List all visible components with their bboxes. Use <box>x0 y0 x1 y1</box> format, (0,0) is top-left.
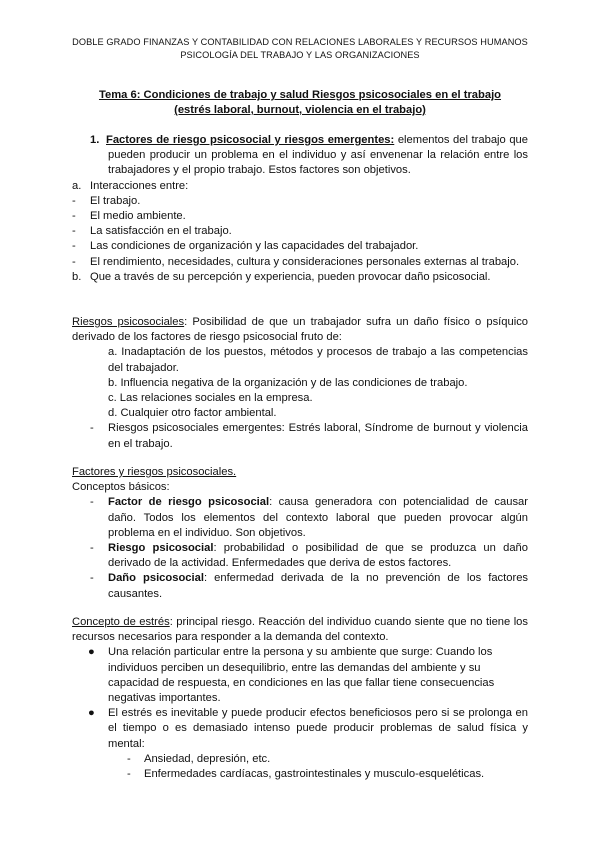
bullet-icon: ● <box>88 707 95 720</box>
riesgos-paragraph <box>72 315 528 345</box>
estres-label: Concepto de estrés <box>72 616 170 628</box>
estres-bullet-item <box>72 645 528 706</box>
riesgos-emergentes-item <box>72 421 528 451</box>
list-item <box>72 194 528 209</box>
riesgos-subitem: a. Inadaptación de los puestos, métodos y procesos de trabajo a las competencias del trabajador. <box>108 346 528 374</box>
list-marker-a: a. <box>72 179 82 192</box>
estres-subitem-text: Enfermedades cardíacas, gastrointestinales y musculo-esqueléticas. <box>144 768 485 781</box>
section-1-number: 1. <box>90 134 100 146</box>
concept-text: : probabilidad o posibilidad de que se produzca un daño derivado de la actividad. Enfermedades que deriva de estos factores. <box>108 542 528 570</box>
list-item-b <box>72 270 528 285</box>
concept-text: : enfermedad derivada de la no prevención de los factores causantes. <box>108 572 529 600</box>
list-item-a <box>72 179 528 194</box>
estres-bullet-item <box>72 706 528 752</box>
concept-text: : causa generadora con potencialidad de causar daño. Todos los elementos del contexto laboral que pueden provocar algún problema en el individuo. Son objetivos. <box>108 496 528 539</box>
list-item <box>72 239 528 254</box>
list-item-text: La satisfacción en el trabajo. <box>90 225 232 238</box>
dash-marker: - <box>127 752 131 765</box>
dash-marker: - <box>72 255 76 268</box>
estres-text: : principal riesgo. Reacción del individuo cuando siente que no tiene los recursos necesarios para responder a la demanda del contexto. <box>72 616 528 644</box>
concept-item <box>72 571 528 601</box>
dash-marker: - <box>90 542 94 555</box>
list-item-text: El medio ambiente. <box>90 210 186 223</box>
document-header <box>0 36 600 62</box>
riesgos-emergentes-text: Riesgos psicosociales emergentes: Estrés laboral, Síndrome de burnout y violencia en el trabajo. <box>108 422 528 450</box>
section-1-intro <box>72 133 528 179</box>
list-item-a-text: Interacciones entre: <box>90 179 189 192</box>
concept-item <box>72 495 528 541</box>
dash-marker: - <box>127 768 131 781</box>
estres-subitem <box>72 767 528 782</box>
dash-marker: - <box>72 210 76 223</box>
section-factores-riesgo <box>72 133 528 285</box>
factores-subheading: Conceptos básicos: <box>72 481 170 494</box>
topic-title <box>0 88 600 118</box>
dash-marker: - <box>90 496 94 509</box>
section-conceptos-basicos <box>72 465 528 602</box>
list-item-text: Las condiciones de organización y las capacidades del trabajador. <box>90 240 419 253</box>
riesgos-subitem: b. Influencia negativa de la organización y de las condiciones de trabajo. <box>108 376 468 389</box>
dash-marker: - <box>72 225 76 238</box>
factores-heading: Factores y riesgos psicosociales. <box>72 466 237 478</box>
header-line-2: PSICOLOGÍA DEL TRABAJO Y LAS ORGANIZACIONES <box>180 50 420 60</box>
list-item <box>72 255 528 270</box>
title-line-2: (estrés laboral, burnout, violencia en el trabajo) <box>174 104 426 116</box>
list-item <box>72 224 528 239</box>
concept-item <box>72 541 528 571</box>
riesgos-subitem: d. Cualquier otro factor ambiental. <box>108 407 277 420</box>
list-item-b-text: Que a través de su percepción y experiencia, pueden provocar daño psicosocial. <box>90 270 491 283</box>
bullet-icon: ● <box>88 646 95 659</box>
riesgos-text: : Posibilidad de que un trabajador sufra un daño físico o psíquico derivado de los factores de riesgo psicosocial fruto de: <box>72 316 529 344</box>
section-1-heading: Factores de riesgo psicosocial y riesgos emergentes: <box>106 134 395 146</box>
riesgos-subitem: c. Las relaciones sociales en la empresa. <box>108 392 313 405</box>
list-item-text: El rendimiento, necesidades, cultura y consideraciones personales externas al trabajo. <box>90 255 520 268</box>
section-riesgos-psicosociales <box>72 315 528 452</box>
title-line-1: Tema 6: Condiciones de trabajo y salud Riesgos psicosociales en el trabajo <box>98 89 502 101</box>
riesgos-label: Riesgos psicosociales <box>72 316 185 328</box>
concept-term: Factor de riesgo psicosocial <box>108 496 270 509</box>
concept-term: Daño psicosocial <box>108 572 204 585</box>
header-line-1: DOBLE GRADO FINANZAS Y CONTABILIDAD CON RELACIONES LABORALES Y RECURSOS HUMANOS <box>72 37 528 47</box>
estres-subitem-text: Ansiedad, depresión, etc. <box>144 752 271 765</box>
list-item <box>72 209 528 224</box>
estres-subitem <box>72 752 528 767</box>
list-marker-b: b. <box>72 270 82 283</box>
list-item-text: El trabajo. <box>90 194 141 207</box>
dash-marker: - <box>90 572 94 585</box>
estres-paragraph <box>72 615 528 645</box>
dash-marker: - <box>72 240 76 253</box>
dash-marker: - <box>90 422 94 435</box>
concept-term: Riesgo psicosocial <box>108 542 214 555</box>
estres-bullet-text: Una relación particular entre la persona y su ambiente que surge: Cuando los individuos perciben un desequilibrio, entre las demandas del ambiente y su capacidad de respuesta, en condiciones en las que fallar tiene consecuencias negativas importantes. <box>108 646 495 705</box>
estres-bullet-text: El estrés es inevitable y puede producir efectos beneficiosos pero si se prolonga en el tiempo o es demasiado intenso puede producir problemas de salud física y mental: <box>108 707 528 750</box>
section-1-text: elementos del trabajo que pueden producir un problema en el individuo y así envenenar la relación entre los trabajadores y el propio trabajo. Estos factores son objetivos. <box>108 134 528 177</box>
dash-marker: - <box>72 194 76 207</box>
section-concepto-estres <box>72 615 528 782</box>
